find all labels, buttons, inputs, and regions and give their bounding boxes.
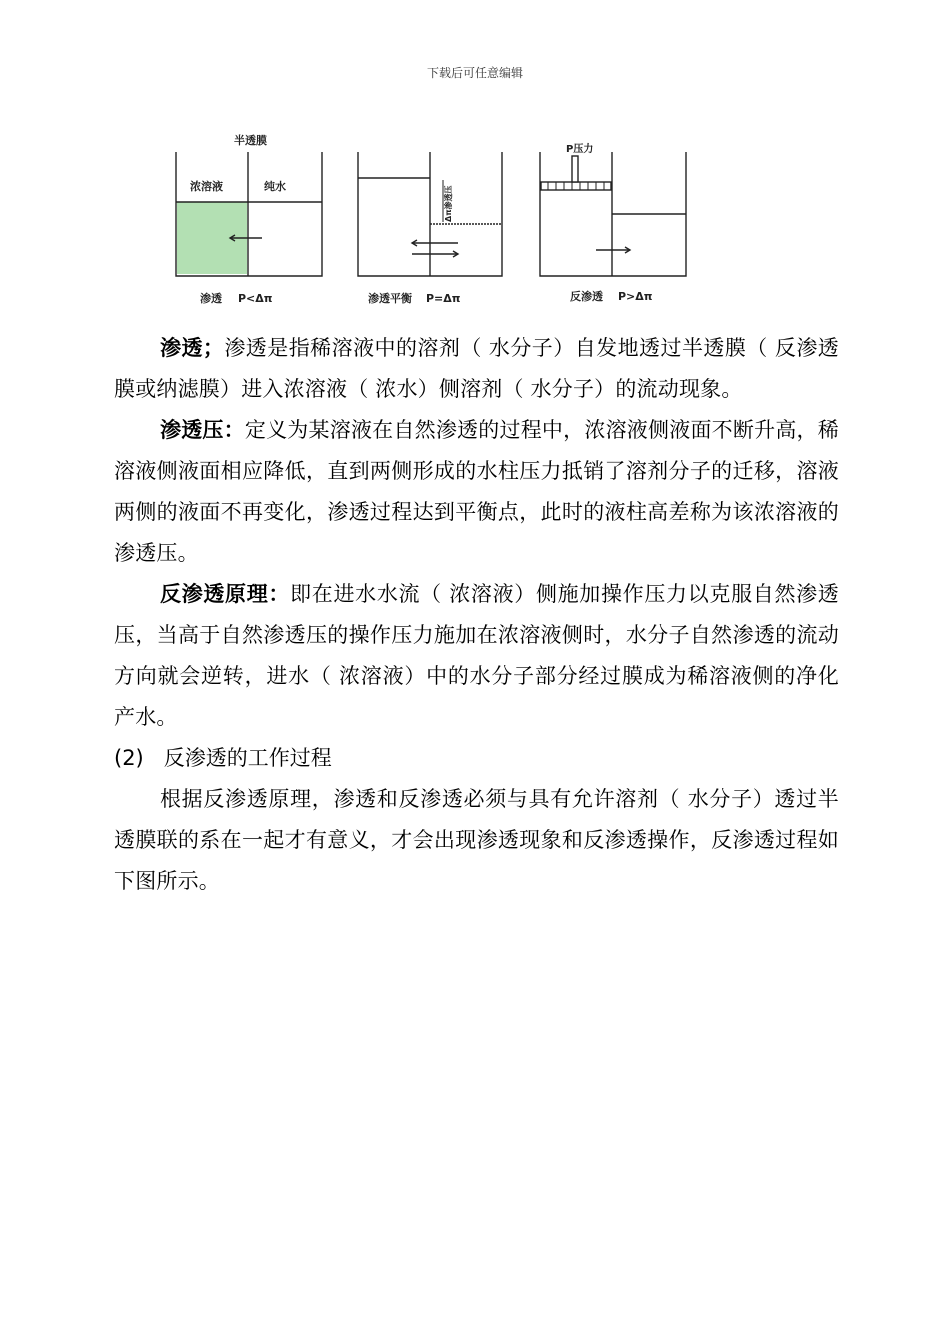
paragraph-ro-process [114,779,839,902]
piston-plate [541,182,611,190]
section-number: (2) [114,746,144,770]
panel1-condition: P<Δπ [238,292,273,305]
panel-osmosis [176,133,322,305]
panel2-condition: P=Δπ [426,292,461,305]
document-body [114,328,839,902]
panel1-right-label: 纯水 [264,180,286,193]
text-ro-process: 根据反渗透原理，渗透和反渗透必须与具有允许溶剂（ 水分子）透过半透膜联的系在一起才有意义，才会出现渗透现象和反渗透操作，反渗透过程如下图所示。 [114,787,839,893]
term-osmotic-pressure: 渗透压： [160,418,245,442]
panel1-left-label: 浓溶液 [190,180,223,193]
panel-equilibrium [358,152,502,305]
paragraph-ro-principle [114,574,839,738]
text-osmosis: 渗透是指稀溶液中的溶剂（ 水分子）自发地透过半透膜（ 反渗透膜或纳滤膜）进入浓溶液（ 浓水）侧溶剂（ 水分子）的流动现象。 [114,336,839,401]
panel1-caption: 渗透 [200,292,222,305]
panel3-caption: 反渗透 [570,290,603,303]
page-header: 下载后可任意编辑 [426,66,523,80]
membrane-label: 半透膜 [234,134,267,147]
panel3-condition: P>Δπ [618,290,653,303]
paragraph-osmotic-pressure [114,410,839,574]
paragraph-osmosis [114,328,839,410]
text-ro-principle: 即在进水水流（ 浓溶液）侧施加操作压力以克服自然渗透压，当高于自然渗透压的操作压力施加在浓溶液侧时，水分子自然渗透的流动方向就会逆转，进水（ 浓溶液）中的水分子部分经过膜成为稀溶液侧的净化产水。 [114,582,840,729]
term-osmosis: 渗透； [160,336,225,360]
osmosis-diagram [160,126,700,316]
term-ro-principle: 反渗透原理： [160,582,291,606]
piston-rod [572,156,578,182]
panel3-pressure-label: P压力 [566,144,594,155]
panel-reverse-osmosis [540,142,686,303]
text-osmotic-pressure: 定义为某溶液在自然渗透的过程中，浓溶液侧液面不断升高，稀溶液侧液面相应降低，直到两侧形成的水柱压力抵销了溶剂分子的迁移，溶液两侧的液面不再变化，渗透过程达到平衡点，此时的液柱高差称为该浓溶液的渗透压。 [114,418,839,565]
section-title: 反渗透的工作过程 [163,746,332,770]
section-heading [114,738,839,779]
panel2-height-label: Δπ渗透压 [444,185,453,222]
panel2-caption: 渗透平衡 [368,292,412,305]
